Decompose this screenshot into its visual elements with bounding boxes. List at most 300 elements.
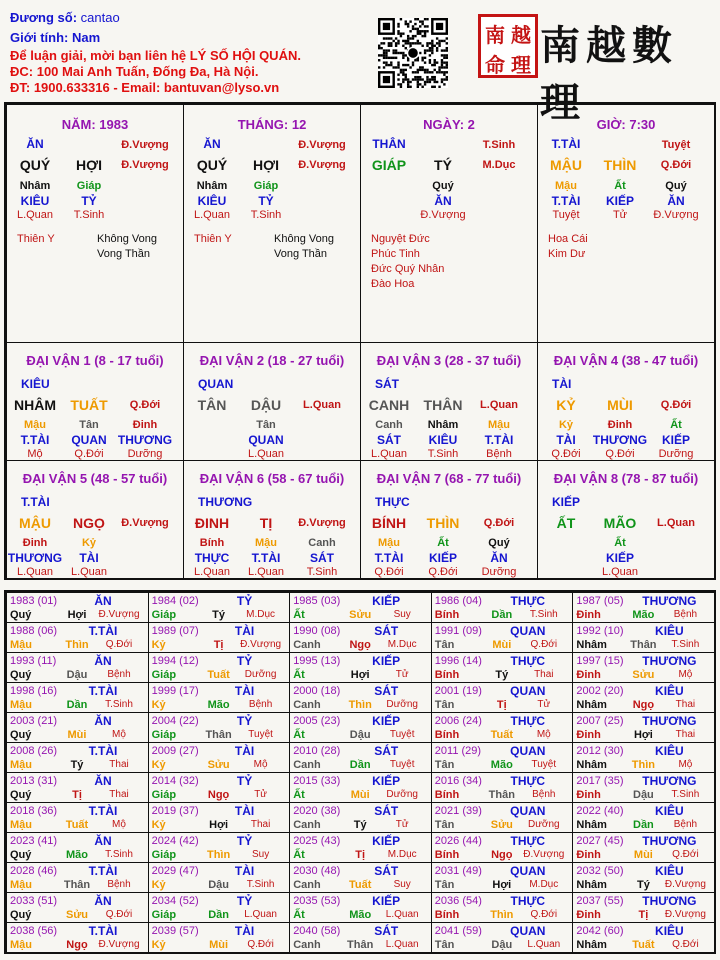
dai-van-cell (537, 460, 715, 579)
year-branch: Thân (205, 729, 232, 741)
dai-van-phase: L.Quan (657, 517, 695, 529)
year-branch: Tý (70, 759, 84, 771)
year-stem: Quý (10, 789, 32, 801)
year-stem: Ất (293, 669, 305, 681)
year-phase: Q.Đới (672, 939, 699, 950)
hidden-phase: L.Quan (16, 566, 54, 578)
dai-van-title: ĐẠI VẬN 7 (68 - 77 tuổi) (376, 471, 522, 486)
dai-van-branch: THÌN (426, 515, 460, 531)
hidden-phase: L.Quan (193, 566, 231, 578)
year-phase: Mộ (536, 729, 551, 740)
year-branch: Tị (496, 699, 507, 711)
year-label: 1991 (09) (434, 625, 482, 637)
year-stem: Bính (434, 729, 460, 741)
year-stem: Kỷ (151, 759, 166, 771)
dai-van-title: ĐẠI VẬN 2 (18 - 27 tuổi) (199, 353, 345, 368)
year-god: KIẾP (372, 834, 401, 848)
hidden-phase: Đ.Vượng (653, 209, 699, 221)
hidden-god: TỶ (81, 194, 97, 208)
pillar-cell (360, 104, 538, 343)
year-god: TỶ (236, 594, 253, 608)
hidden-god: QUAN (248, 433, 284, 447)
year-cell (431, 682, 574, 713)
hidden-god: T.TÀI (484, 433, 514, 447)
year-phase: T.Sinh (246, 879, 275, 890)
hidden-phase: Q.Đới (374, 566, 404, 578)
year-branch: Mùi (209, 939, 229, 951)
year-god: THỰC (510, 834, 546, 848)
year-god: ĂN (94, 834, 112, 848)
year-god: ĂN (94, 894, 112, 908)
year-god: KIẾP (372, 654, 401, 668)
year-god: THƯƠNG (642, 774, 697, 788)
year-stem: Nhâm (576, 699, 607, 711)
year-phase: M.Dục (246, 609, 276, 620)
year-stem: Mậu (10, 819, 32, 831)
year-label: 2014 (32) (151, 775, 199, 787)
hidden-stem: Ất (614, 180, 626, 192)
year-phase: Tuyệt (248, 729, 273, 740)
year-cell (148, 682, 291, 713)
year-stem: Quý (10, 669, 32, 681)
year-branch: Tuất (65, 819, 89, 831)
year-stem: Giáp (151, 609, 177, 621)
year-phase: L.Quan (527, 939, 561, 950)
year-god: THỰC (510, 774, 546, 788)
year-god: KIÊU (655, 684, 684, 698)
year-stem: Canh (293, 699, 321, 711)
year-phase: Tuyệt (389, 729, 415, 740)
year-branch: Dậu (208, 879, 229, 891)
pillar-title: NGÀY: 2 (423, 117, 475, 132)
year-branch: Thân (488, 789, 515, 801)
year-branch: Thân (347, 939, 374, 951)
dai-van-stem: MẬU (19, 515, 51, 531)
year-branch: Dần (66, 699, 88, 711)
year-branch: Mùi (492, 639, 512, 651)
hidden-god: T.TÀI (374, 551, 404, 565)
year-cell (431, 832, 574, 863)
year-cell (572, 742, 715, 773)
year-branch: Dậu (349, 729, 371, 741)
year-god: T.TÀI (88, 804, 118, 818)
year-cell (6, 622, 149, 653)
dai-van-phase: L.Quan (480, 399, 518, 411)
year-god: KIẾP (372, 774, 401, 788)
year-phase: Tử (395, 819, 409, 830)
heavenly-stem: GIÁP (371, 157, 407, 173)
year-branch: Dậu (633, 789, 654, 801)
hidden-phase: Dưỡng (127, 448, 163, 460)
year-cell (148, 802, 291, 833)
year-god: KIẾP (372, 714, 401, 728)
year-cell (572, 802, 715, 833)
hidden-phase: Dưỡng (658, 448, 694, 460)
hidden-god: KIÊU (197, 194, 227, 208)
year-branch: Mùi (67, 729, 87, 741)
hidden-stem: Nhâm (196, 180, 228, 192)
year-phase: Dưỡng (244, 669, 277, 680)
year-phase: Bệnh (673, 819, 698, 830)
hidden-stem: Mậu (488, 419, 510, 431)
year-branch: Tý (636, 879, 650, 891)
hidden-phase: L.Quan (247, 448, 285, 460)
year-stem: Giáp (151, 669, 177, 681)
year-cell (148, 592, 291, 623)
year-label: 2033 (51) (10, 895, 58, 907)
year-phase: Suy (393, 609, 411, 620)
year-phase: Thai (109, 759, 129, 770)
hidden-stem: Ất (614, 537, 626, 549)
pillar-title: THÁNG: 12 (237, 117, 307, 132)
year-cell (6, 922, 149, 953)
earthly-branch: THÌN (603, 157, 637, 173)
gioi-tinh-value: Nam (71, 30, 101, 45)
hidden-phase: Q.Đới (605, 448, 635, 460)
year-branch: Sửu (65, 909, 89, 921)
year-phase: Q.Đới (105, 909, 133, 920)
dai-van-stem: BÍNH (371, 515, 407, 531)
year-cell (289, 592, 432, 623)
address-line: ĐC: 100 Mai Anh Tuấn, Đống Đa, Hà Nội. (10, 64, 259, 79)
heavenly-stem: QUÝ (19, 157, 51, 173)
year-phase: Đ.Vượng (240, 639, 282, 650)
dai-van-title: ĐẠI VẬN 6 (58 - 67 tuổi) (199, 471, 345, 486)
hidden-god: QUAN (71, 433, 107, 447)
year-stem: Đinh (576, 669, 601, 681)
year-cell (148, 862, 291, 893)
year-god: THƯƠNG (642, 594, 697, 608)
year-cell (148, 832, 291, 863)
year-label: 2008 (26) (10, 745, 58, 757)
year-stem: Kỷ (151, 819, 166, 831)
year-god: ĂN (94, 714, 112, 728)
year-label: 2004 (22) (151, 715, 199, 727)
year-god: TỶ (236, 654, 253, 668)
star-name: Phúc Tinh (371, 248, 420, 260)
year-label: 2042 (60) (576, 925, 624, 937)
hidden-god: ĂN (490, 551, 508, 565)
dai-van-god: T.TÀI (21, 495, 50, 509)
stem-phase: Tuyệt (661, 139, 691, 151)
year-phase: L.Quan (385, 939, 419, 950)
year-god: SÁT (374, 924, 399, 938)
dai-van-branch: NGỌ (73, 515, 105, 531)
year-stem: Kỷ (151, 879, 166, 891)
year-god: THƯƠNG (642, 894, 697, 908)
year-stem: Giáp (151, 789, 177, 801)
hidden-god: T.TÀI (251, 551, 281, 565)
year-cell (431, 892, 574, 923)
year-stem: Mậu (10, 759, 32, 771)
year-god: KIẾP (372, 594, 401, 608)
dai-van-cell (537, 342, 715, 461)
year-god: THƯƠNG (642, 834, 697, 848)
year-god: QUAN (510, 924, 546, 938)
year-phase: Q.Đới (105, 639, 133, 650)
year-cell (6, 832, 149, 863)
year-cell (289, 862, 432, 893)
hidden-stem: Kỷ (558, 419, 574, 431)
year-phase: Dưỡng (386, 699, 418, 710)
year-label: 2003 (21) (10, 715, 58, 727)
year-branch: Thìn (348, 699, 372, 711)
star-name: Hoa Cái (548, 233, 588, 245)
year-god: QUAN (510, 864, 546, 878)
year-god: TÀI (234, 864, 255, 878)
hidden-phase: L.Quan (193, 209, 231, 221)
year-label: 2026 (44) (434, 835, 482, 847)
year-phase: Đ.Vượng (664, 879, 706, 890)
year-label: 2020 (38) (293, 805, 341, 817)
year-branch: Tị (72, 789, 82, 801)
year-god: TỶ (236, 894, 253, 908)
year-god: TỶ (236, 834, 253, 848)
hidden-stem: Giáp (76, 180, 102, 192)
year-stem: Mậu (10, 939, 32, 951)
earthly-branch: HỢI (253, 157, 279, 173)
dai-van-title: ĐẠI VẬN 4 (38 - 47 tuổi) (553, 353, 699, 368)
year-branch: Tị (355, 849, 366, 861)
year-cell (289, 622, 432, 653)
year-cell (289, 922, 432, 953)
year-branch: Tuất (490, 729, 513, 741)
hidden-stem: Đinh (22, 537, 48, 549)
year-branch: Hợi (633, 729, 653, 741)
year-god: KIẾP (372, 894, 401, 908)
year-phase: Dưỡng (527, 819, 560, 830)
year-phase: L.Quan (244, 909, 277, 920)
year-label: 2030 (48) (293, 865, 341, 877)
year-label: 2034 (52) (151, 895, 199, 907)
year-stem: Canh (293, 639, 321, 651)
seal-char: 命 (485, 53, 505, 77)
year-phase: Dưỡng (386, 789, 418, 800)
year-god: QUAN (510, 684, 546, 698)
hidden-phase: Đ.Vượng (420, 209, 466, 221)
year-branch: Tý (495, 669, 509, 681)
year-label: 2005 (23) (293, 715, 341, 727)
hidden-stem: Nhâm (427, 419, 459, 431)
year-phase: Tuyệt (389, 759, 415, 770)
star-name: Không Vong (97, 233, 157, 245)
dai-van-branch: MÃO (603, 515, 637, 531)
year-branch: Thìn (490, 909, 514, 921)
year-god: SÁT (374, 624, 399, 638)
year-stem: Tân (434, 939, 455, 951)
year-stem: Canh (293, 939, 321, 951)
duong-so-label: Đương số: (10, 10, 78, 25)
year-label: 2023 (41) (10, 835, 58, 847)
year-label: 1985 (03) (293, 595, 341, 607)
year-branch: Tý (353, 819, 367, 831)
year-phase: Tử (395, 669, 409, 680)
hidden-god: THƯƠNG (7, 551, 63, 565)
year-cell (572, 772, 715, 803)
year-god: TỶ (236, 714, 253, 728)
year-stem: Quý (10, 849, 32, 861)
year-cell (289, 682, 432, 713)
hidden-stem: Ất (670, 419, 682, 431)
year-phase: Thai (250, 819, 271, 830)
stem-god: ĂN (26, 137, 44, 151)
year-cell (6, 712, 149, 743)
hidden-god: KIẾP (605, 551, 635, 565)
year-cell (289, 832, 432, 863)
year-label: 2022 (40) (576, 805, 624, 817)
year-cell (6, 742, 149, 773)
heavenly-stem: QUÝ (196, 157, 228, 173)
year-cell (289, 772, 432, 803)
year-branch: Mão (632, 609, 655, 621)
year-phase: Q.Đới (530, 909, 558, 920)
seal-char: 越 (511, 23, 531, 47)
hidden-phase: L.Quan (247, 566, 285, 578)
year-god: KIÊU (655, 624, 684, 638)
year-phase: Thai (534, 669, 554, 680)
hidden-phase: L.Quan (70, 566, 108, 578)
dai-van-god: THỰC (375, 495, 410, 509)
year-label: 2013 (31) (10, 775, 58, 787)
year-phase: Bệnh (532, 789, 556, 800)
branch-phase: M.Dục (482, 159, 516, 171)
year-stem: Bính (434, 909, 460, 921)
year-stem: Tân (434, 819, 455, 831)
year-stem: Quý (10, 609, 32, 621)
year-label: 2028 (46) (10, 865, 58, 877)
year-god: T.TÀI (88, 924, 118, 938)
hidden-phase: T.Sinh (250, 209, 282, 221)
hidden-phase: Tử (612, 209, 628, 221)
year-god: KIÊU (655, 924, 684, 938)
year-label: 2029 (47) (151, 865, 199, 877)
brand-title: 南越數理 (540, 22, 678, 126)
year-label: 1994 (12) (151, 655, 199, 667)
year-phase: M.Dục (387, 849, 417, 860)
year-cell (431, 712, 574, 743)
year-stem: Nhâm (576, 879, 607, 891)
year-branch: Ngọ (491, 849, 513, 861)
year-god: KIÊU (655, 864, 684, 878)
year-god: QUAN (510, 804, 546, 818)
year-god: QUAN (510, 744, 546, 758)
stem-phase: T.Sinh (482, 139, 516, 151)
hidden-god: SÁT (310, 551, 334, 565)
year-label: 2011 (29) (434, 745, 482, 757)
year-phase: Thai (109, 789, 129, 800)
hidden-stem: Mậu (555, 180, 577, 192)
year-label: 2035 (53) (293, 895, 341, 907)
year-label: 1997 (15) (576, 655, 624, 667)
year-phase: Suy (393, 879, 411, 890)
year-stem: Tân (434, 879, 455, 891)
year-label: 2012 (30) (576, 745, 624, 757)
hidden-phase: Dưỡng (481, 566, 517, 578)
year-phase: Tuyệt (531, 759, 557, 770)
dai-van-phase: Q.Đới (483, 517, 515, 529)
hidden-god: TÀI (79, 551, 99, 565)
year-cell (431, 862, 574, 893)
year-stem: Canh (293, 819, 321, 831)
dai-van-branch: MÙI (607, 397, 633, 413)
year-branch: Thân (63, 879, 91, 891)
year-phase: T.Sinh (671, 639, 700, 650)
year-label: 2031 (49) (434, 865, 482, 877)
year-cell (289, 652, 432, 683)
dai-van-branch: TUẤT (70, 397, 108, 413)
star-name: Đức Quý Nhân (371, 263, 445, 275)
year-cell (431, 622, 574, 653)
stem-phase: Đ.Vượng (298, 139, 346, 151)
year-stem: Bính (434, 849, 460, 861)
year-branch: Thìn (206, 849, 231, 861)
branch-phase: Đ.Vượng (298, 159, 346, 171)
year-label: 2002 (20) (576, 685, 624, 697)
dai-van-god: KIÊU (21, 377, 50, 391)
pillar-cell (537, 104, 715, 343)
year-branch: Mão (490, 759, 513, 771)
year-cell (431, 802, 574, 833)
year-label: 2007 (25) (576, 715, 624, 727)
dai-van-cell (6, 342, 184, 461)
year-phase: Đ.Vượng (98, 609, 140, 620)
year-label: 2001 (19) (434, 685, 482, 697)
star-name: Nguyệt Đức (371, 233, 430, 245)
year-branch: Ngọ (632, 699, 655, 711)
year-cell (6, 772, 149, 803)
year-branch: Dần (633, 819, 654, 831)
hidden-stem: Canh (375, 419, 403, 431)
hidden-god: THƯƠNG (117, 433, 173, 447)
dai-van-phase: Q.Đới (660, 399, 692, 411)
dai-van-stem: NHÂM (14, 397, 56, 413)
year-label: 1993 (11) (10, 655, 57, 667)
hidden-phase: Q.Đới (428, 566, 458, 578)
year-stem: Nhâm (576, 759, 607, 771)
hidden-stem: Quý (488, 537, 510, 549)
pillar-cell (183, 104, 361, 343)
year-god: THƯƠNG (642, 714, 697, 728)
year-label: 2038 (56) (10, 925, 58, 937)
year-branch: Thìn (631, 759, 655, 771)
year-stem: Mậu (10, 639, 32, 651)
year-god: ĂN (94, 654, 112, 668)
hidden-stem: Mậu (24, 419, 46, 431)
year-phase: Đ.Vượng (98, 939, 140, 950)
yearly-fortune-grid (4, 590, 716, 954)
hidden-stem: Nhâm (19, 180, 51, 192)
hidden-phase: T.Sinh (427, 448, 459, 460)
year-label: 2006 (24) (434, 715, 482, 727)
year-stem: Giáp (151, 909, 177, 921)
year-branch: Ngọ (207, 789, 230, 801)
year-cell (289, 802, 432, 833)
year-branch: Dậu (66, 669, 88, 681)
hidden-stem: Bính (199, 537, 225, 549)
year-branch: Tuất (348, 879, 372, 891)
year-phase: M.Dục (529, 879, 559, 890)
year-stem: Mậu (10, 879, 32, 891)
year-phase: Đ.Vượng (664, 909, 706, 920)
dai-van-title: ĐẠI VẬN 1 (8 - 17 tuổi) (26, 353, 164, 368)
stem-phase: Đ.Vượng (121, 139, 169, 151)
year-label: 2017 (35) (576, 775, 624, 787)
year-stem: Quý (10, 729, 32, 741)
dai-van-god: SÁT (375, 377, 399, 391)
year-label: 1999 (17) (151, 685, 199, 697)
year-god: TÀI (234, 624, 255, 638)
star-name: Kim Dư (548, 248, 586, 260)
